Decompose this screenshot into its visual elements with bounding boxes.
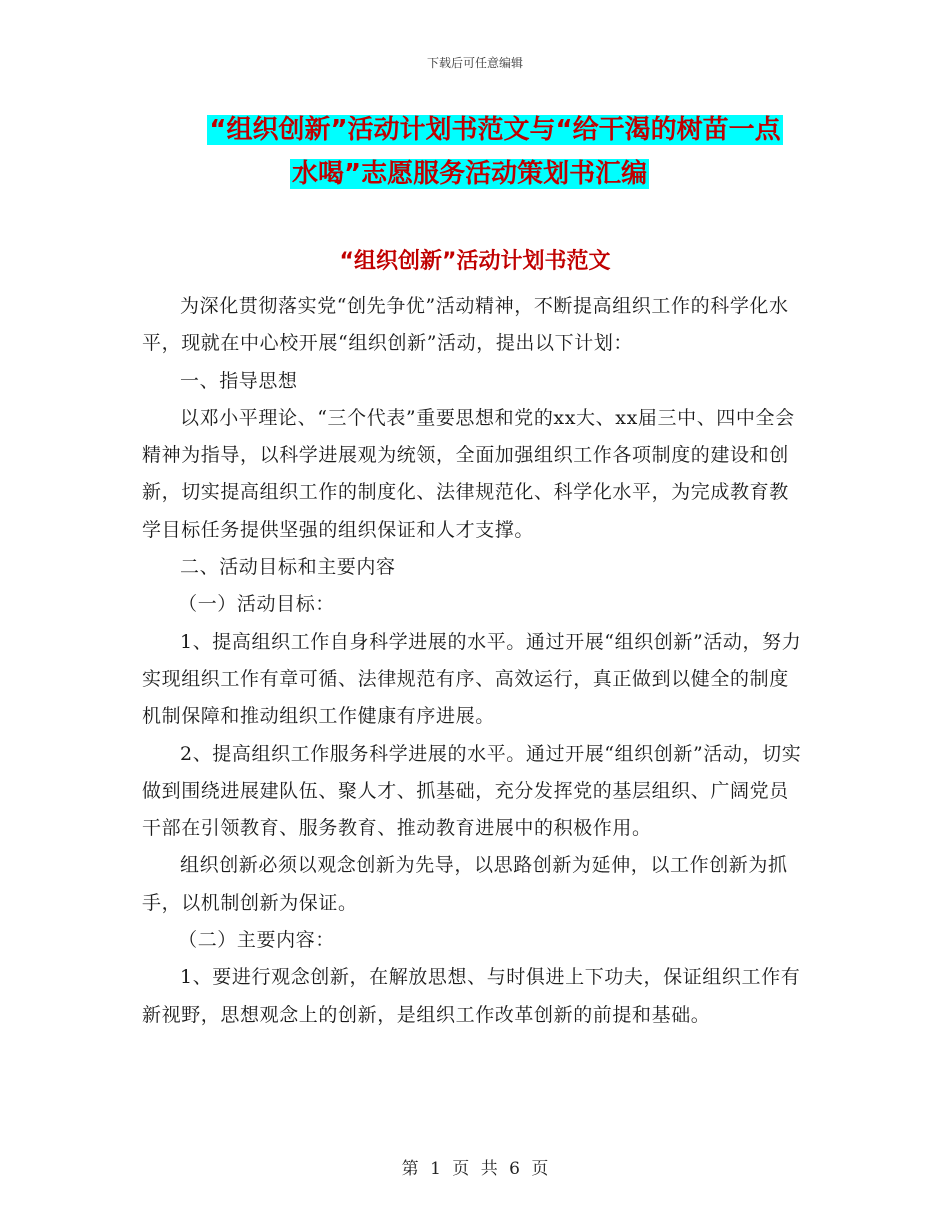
document-title-line-1-text: “组织创新”活动计划书范文与“给干渴的树苗一点 [209,115,781,145]
paragraph-goal-2: 2、提高组织工作服务科学进展的水平。通过开展“组织创新”活动，切实做到围绕进展建队伍、聚人才、抓基础，充分发挥党的基层组织、广阔党员干部在引领教育、服务教育、推动教育进展中的积极作用。 [142,742,802,840]
section-title: “组织创新”活动计划书范文 [339,249,611,274]
paragraph-content-1: 1、要进行观念创新，在解放思想、与时俱进上下功夫，保证组织工作有新视野，思想观念上的创新，是组织工作改革创新的前提和基础。 [142,966,801,1026]
heading-guiding-ideology: 一、指导思想 [180,369,298,392]
subheading-main-content: （二）主要内容： [178,929,335,952]
document-title-line-2 [0,154,950,194]
subheading-activity-goals: （一）活动目标： [178,593,335,616]
document-body [142,288,808,1034]
heading-goals-and-content: 二、活动目标和主要内容 [180,556,396,579]
document-title-line-2-text: 水喝”志愿服务活动策划书汇编 [292,159,648,189]
paragraph-guiding-ideology: 以邓小平理论、“三个代表”重要思想和党的xx大、xx届三中、四中全会精神为指导，以科学进展观为统领，全面加强组织工作各项制度的建设和创新，切实提高组织工作的制度化、法律规范化、科学化水平，为完成教育教学目标任务提供坚强的组织保证和人才支撑。 [142,406,795,541]
page-footer: 第 1 页 共 6 页 [401,1159,549,1179]
header-note: 下载后可任意编辑 [426,56,523,70]
paragraph-innovation-principle: 组织创新必须以观念创新为先导，以思路创新为延伸，以工作创新为抓手，以机制创新为保证。 [142,854,788,914]
paragraph-intro: 为深化贯彻落实党“创先争优”活动精神，不断提高组织工作的科学化水平，现就在中心校开展“组织创新”活动，提出以下计划： [142,295,789,355]
paragraph-goal-1: 1、提高组织工作自身科学进展的水平。通过开展“组织创新”活动，努力实现组织工作有章可循、法律规范有序、高效运行，真正做到以健全的制度机制保障和推动组织工作健康有序进展。 [142,630,802,728]
document-title-line-1 [20,110,950,150]
